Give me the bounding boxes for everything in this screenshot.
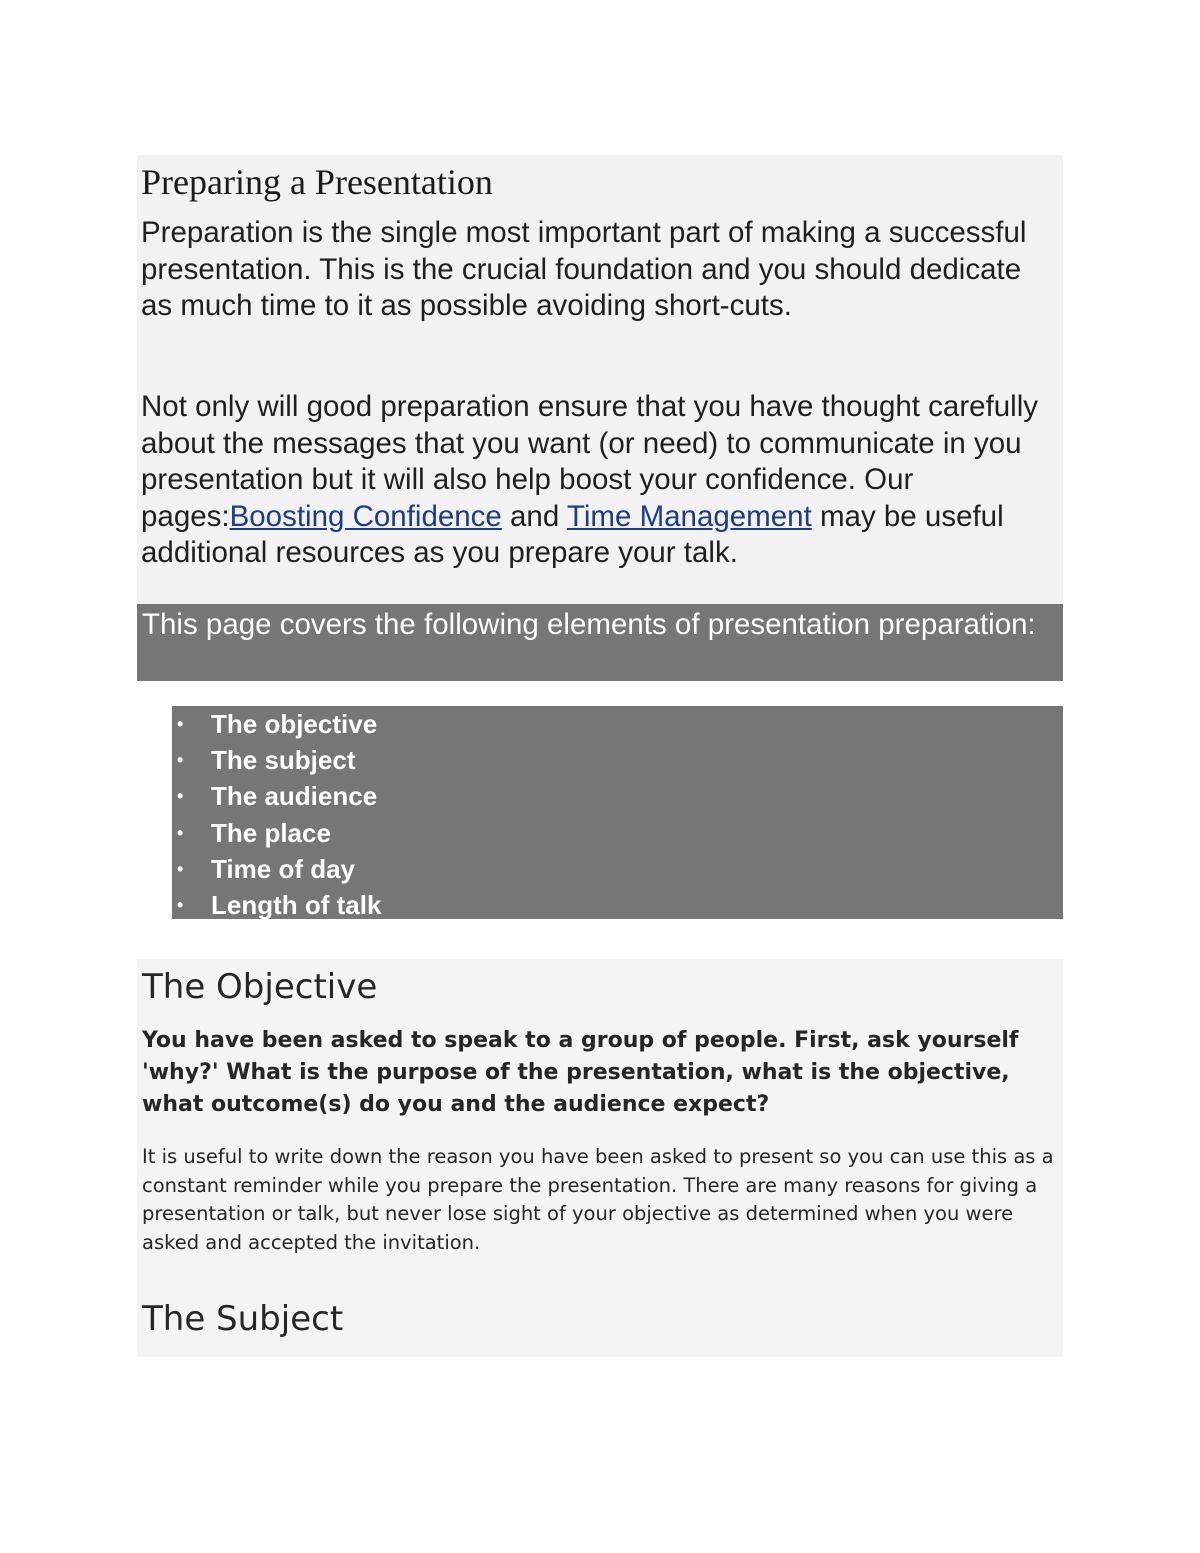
list-item-label: The objective xyxy=(211,709,378,739)
bullet-icon: • xyxy=(177,714,184,734)
objective-section xyxy=(137,959,1063,1357)
bullet-icon: • xyxy=(177,894,184,915)
resources-paragraph xyxy=(141,389,1046,572)
list-item xyxy=(172,815,1063,851)
time-management-link[interactable]: Time Management xyxy=(566,499,812,533)
list-item xyxy=(172,778,1063,814)
bullet-icon: • xyxy=(177,750,184,771)
resources-text-after: may be useful additional resources as you prepare your talk. xyxy=(141,499,1004,569)
list-item xyxy=(172,887,1063,923)
page-title: Preparing a Presentation xyxy=(141,162,493,202)
subject-heading: The Subject xyxy=(142,1299,344,1339)
list-item-label: Length of talk xyxy=(211,889,382,920)
objective-lead: You have been asked to speak to a group of people. First, ask yourself 'why?' What is the purpose of the presentation, what is the objective, what outcome(s) do you and the audience expect? xyxy=(142,1028,1019,1117)
objective-heading: The Objective xyxy=(142,967,378,1007)
covers-heading: This page covers the following elements of presentation preparation: xyxy=(137,604,1063,681)
bullet-icon: • xyxy=(177,822,184,843)
elements-list xyxy=(172,706,1063,923)
bullet-icon: • xyxy=(177,786,184,807)
list-item xyxy=(172,706,1063,742)
resources-text-before: Not only will good preparation ensure that you have thought carefully about the messages that you want (or need) to communicate in you presentation but it will also help boost your confidence. Our pages: xyxy=(141,390,1039,533)
bullet-icon: • xyxy=(177,858,184,879)
list-item xyxy=(172,742,1063,778)
boosting-confidence-link[interactable]: Boosting Confidence xyxy=(229,499,502,533)
intro-paragraph: Preparation is the single most important part of making a successful presentation. This is the crucial foundation and you should dedicate as much time to it as possible avoiding short-cuts. xyxy=(141,216,1027,322)
list-item xyxy=(172,851,1063,887)
list-item-label: The place xyxy=(211,817,331,848)
elements-list-box xyxy=(172,706,1063,919)
objective-body: It is useful to write down the reason you have been asked to present so you can use this as a constant reminder while you prepare the presentation. There are many reasons for giving a presentation or talk, but never lose sight of your objective as determined when you were asked and accepted the invitation. xyxy=(142,1145,1054,1254)
intro-section xyxy=(137,155,1063,605)
list-item-label: Time of day xyxy=(211,853,356,884)
list-item-label: The audience xyxy=(211,781,378,812)
list-item-label: The subject xyxy=(211,745,356,776)
resources-text-between: and xyxy=(501,499,567,533)
